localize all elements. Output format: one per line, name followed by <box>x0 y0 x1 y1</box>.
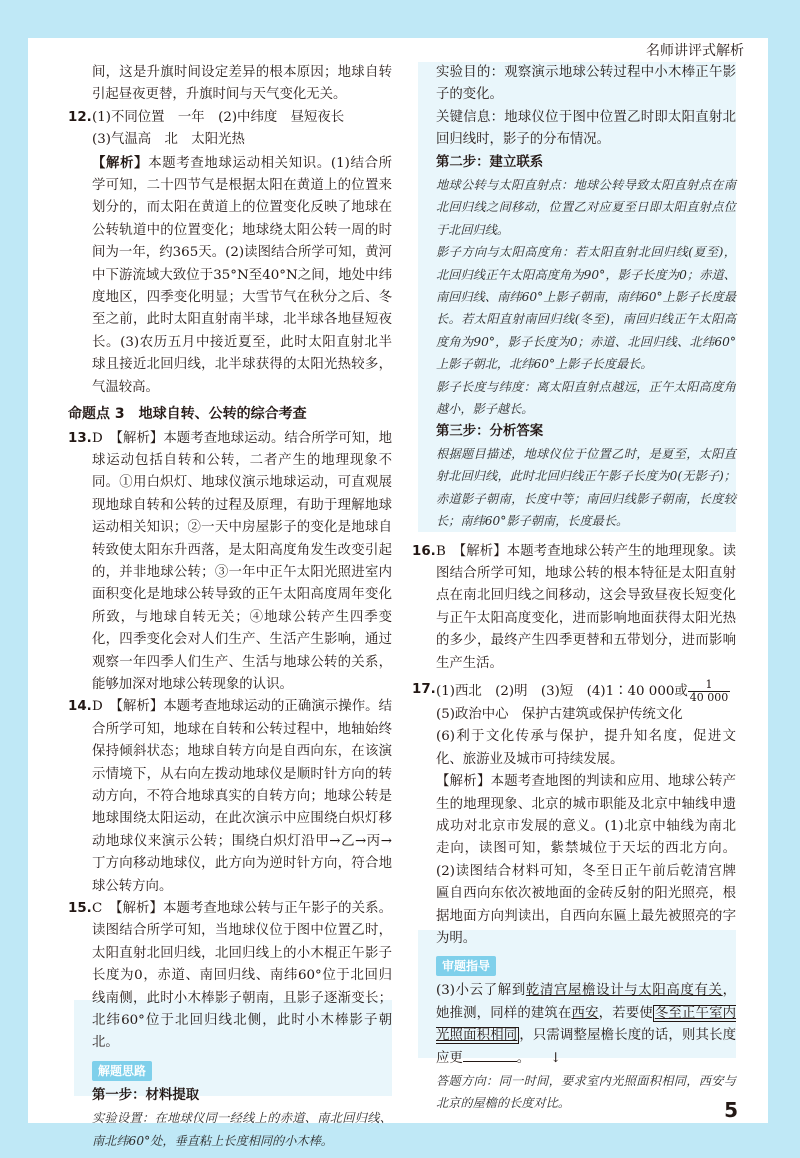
solution-tip <box>74 1055 392 1152</box>
audit-text-part: 。 <box>516 1050 531 1066</box>
step-2-b: 影子方向与太阳高度角：若太阳直射北回归线(夏至)，北回归线正午太阳高度角为90°，影子长度为0；赤道、南回归线、南纬60°上影子朝南，南纬60°上影子长度最长。若太阳直射南回归线(冬至)，南回归线正午太阳高度角为90°，影子长度为0；赤道、北回归线、北纬60°上影子朝北，北纬60°上影子长度最长。 <box>436 245 736 372</box>
q16-text: B 【解析】本题考查地球公转产生的地理现象。读图结合所学可知，地球公转的根本特征是太阳直射点在南北回归线之间移动，这会导致昼夜长短变化与正午太阳高度变化，进而影响地面获得太阳光热的多少，最终产生四季更替和五带划分，进而影响生产生活。 <box>436 543 736 671</box>
step-3-heading: 第三步：分析答案 <box>436 423 544 439</box>
question-number: 17. <box>412 681 436 697</box>
key-info: 关键信息：地球仪位于图中位置乙时即太阳直射北回归线时，影子的分布情况。 <box>436 109 736 148</box>
answer-blank <box>463 1049 517 1062</box>
step-2-a: 地球公转与太阳直射点：地球公转导致太阳直射点在南北回归线之间移动，位置乙对应夏至日即太阳直射点位于北回归线。 <box>436 178 736 237</box>
q17-answer-2: (5)政治中心 保护古建筑或保护传统文化 <box>436 706 683 722</box>
tip-continued <box>418 62 736 533</box>
header <box>0 0 800 58</box>
audit-text <box>436 980 736 1070</box>
question-14 <box>68 696 392 898</box>
step-2-c: 影子长度与纬度：离太阳直射点越远，正午太阳高度角越小，影子越长。 <box>436 379 736 417</box>
audit-text-part: ，她推测，同样的建筑在 <box>436 983 737 1021</box>
q17-analysis: 【解析】本题考查地图的判读和应用、地球公转产生的地理现象、北京的城市职能及北京中轴线申遗成功对北京市发展的意义。(1)北京中轴线为南北走向，读图可知，紫禁城位于天坛的西北方向。(2)读图结合材料可知，冬至日正午前后乾清宫牌匾自西向东依次被地面的金砖反射的阳光照亮，根据地面方向判读出，自西向东匾上最先被照亮的字为明。 <box>436 774 736 947</box>
answer-direction: 答题方向：同一时间，要求室内光照面积相同，西安与北京的屋檐的长度对比。 <box>436 1074 736 1111</box>
q14-text: D 【解析】本题考查地球运动的正确演示操作。结合所学可知，地球在自转和公转过程中，地轴始终保持倾斜状态；地球自转方向是自西向东，在该演示情境下，从右向左拨动地球仪是顺时针方向的转动方向，不符合地球真实的自转方向；地球公转是地球围绕太阳运动，在此次演示中应围绕白炽灯移动地球仪来演示公转；围绕白炽灯沿甲→乙→丙→丁方向移动地球仪，此方向为逆时针方向，符合地球公转方向。 <box>92 699 392 894</box>
underlined-key: 乾清宫屋檐设计与太阳高度有关 <box>525 983 723 999</box>
audit-text-part: ，若要使 <box>598 1005 653 1021</box>
section-heading: 命题点 3 地球自转、公转的综合考查 <box>68 406 307 423</box>
right-column <box>412 62 737 1115</box>
question-number: 15. <box>68 901 92 917</box>
question-number: 16. <box>412 543 436 559</box>
step-2-heading: 第二步：建立联系 <box>436 154 544 170</box>
question-number: 12. <box>68 109 92 125</box>
left-column <box>68 62 393 1152</box>
question-12 <box>68 107 393 399</box>
q12-answer-1: (1)不同位置 一年 (2)中纬度 昼短夜长 <box>92 109 345 125</box>
question-15 <box>68 898 392 1055</box>
scale-fraction <box>688 679 731 704</box>
header-title: 名师讲评式解析 <box>646 43 744 59</box>
arrow-down-icon: ↓ <box>550 1050 562 1066</box>
analysis-label: 【解析】 <box>92 154 149 171</box>
q17-answer-1: (1)西北 (2)明 (3)短 (4)1∶40 000或 <box>436 683 688 699</box>
fraction-denominator: 40 000 <box>689 690 729 704</box>
fraction-numerator: 1 <box>688 679 731 692</box>
page-number: 5 <box>724 1098 738 1122</box>
question-17 <box>412 677 736 950</box>
question-13 <box>68 428 392 697</box>
step-1-text: 实验设置：在地球仪同一经线上的赤道、南北回归线、南北纬60°处，垂直粘上长度相同的小木棒。 <box>92 1111 392 1148</box>
audit-guide <box>418 950 736 1114</box>
q17-answer-3: (6)利于文化传承与保护，提升知名度，促进文化、旅游业及城市可持续发展。 <box>436 729 736 767</box>
step-3-text: 根据题目描述，地球仪位于位置乙时，是夏至，太阳直射北回归线，此时北回归线正午影子长度为0(无影子)；赤道影子朝南，长度中等；南回归线影子朝南，长度较长；南纬60°影子朝南，长度最长。 <box>436 446 736 529</box>
question-16 <box>412 541 736 675</box>
q12-answer-2: (3)气温高 北 太阳光热 <box>92 132 245 148</box>
underlined-xian: 西安 <box>571 1005 599 1021</box>
q13-text: D 【解析】本题考查地球运动。结合所学可知，地球运动包括自转和公转，二者产生的地理现象不同。①用白炽灯、地球仪演示地球运动，可直观展现地球自转和公转的过程及原理，有助于理解地球运动相关知识；②一天中房屋影子的变化是地球自转致使太阳东升西落，是太阳高度角发生改变引起的，并非地球公转；③一年中正午太阳光照进室内面积变化是地球公转导致的正午太阳高度周年变化所致，与地球自转无关；④地球公转产生四季变化，四季变化会对人们生产、生活产生影响，通过观察一年四季人们生产、生活与地球公转的关系，能够加深对地球公转现象的认识。 <box>92 430 392 692</box>
question-number: 13. <box>68 430 92 446</box>
q15-text: C 【解析】本题考查地球公转与正午影子的关系。读图结合所学可知，当地球仪位于图中位置乙时，太阳直射北回归线，北回归线上的小木棍正午影子长度为0，赤道、南回归线、南纬60°位于北回归线南侧，此时小木棒影子朝南，且影子逐渐变长；北纬60°位于北回归线北侧，此时小木棒影子朝北。 <box>92 901 392 1051</box>
q12-analysis: 本题考查地球运动相关知识。(1)结合所学可知，二十四节气是根据太阳在黄道上的位置来划分的，而太阳在黄道上的位置变化反映了地球在公转轨道中的位置变化；地球绕太阳公转一周的时间为一年，约365天。(2)读图结合所学可知，黄河中下游流域大致位于35°N至40°N之间，地处中纬度地区，四季变化明显；大雪节气在秋分之后、冬至之前，此时太阳直射南半球，北半球各地昼短夜长。(3)农历五月中接近夏至，此时太阳直射北半球且接近北回归线，北半球获得的太阳光热较多，气温较高。 <box>92 155 393 395</box>
tip-tag: 解题思路 <box>92 1061 152 1081</box>
experiment-purpose: 实验目的：观察演示地球公转过程中小木棒正午影子的变化。 <box>436 65 736 103</box>
audit-tag: 审题指导 <box>436 956 496 976</box>
question-number: 14. <box>68 699 92 715</box>
audit-text-part: ，只需调整屋檐长度的话，则其长度应更 <box>436 1028 737 1066</box>
step-1-heading: 第一步：材料提取 <box>92 1087 200 1103</box>
q11-tail: 间，这是升旗时间设定差异的根本原因；地球自转引起昼夜更替，升旗时间与天气变化无关。 <box>92 65 392 103</box>
audit-text-part: (3)小云了解到 <box>436 983 526 999</box>
boxed-condition: 冬至正午室内光照面积相同 <box>436 1005 737 1044</box>
